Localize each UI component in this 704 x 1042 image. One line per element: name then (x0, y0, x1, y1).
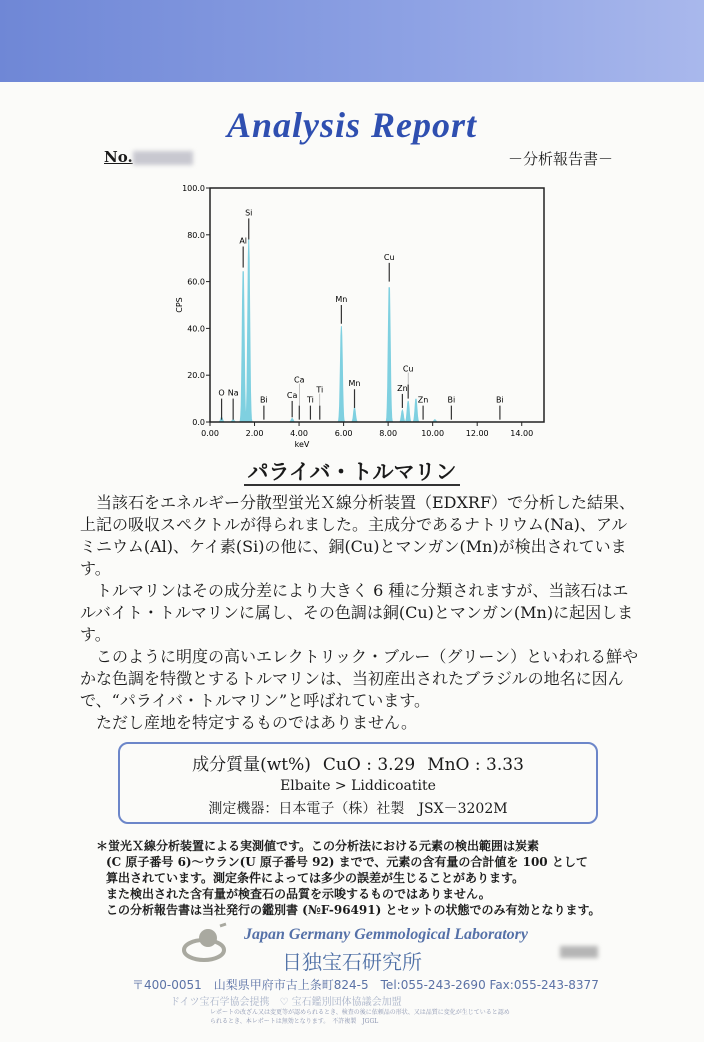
y-tick-label: 0.0 (192, 418, 205, 427)
address: 〒400-0051 山梨県甲府市古上条町824-5 Tel:055-243-2690 Fax:055-243-8377 (132, 978, 599, 992)
x-tick-label: 4.00 (290, 429, 308, 438)
note-line: この分析報告書は当社発行の鑑別書 (№F-96491) とセットの状態でのみ有効となります。 (106, 903, 601, 917)
peak-label: Ti (316, 385, 324, 395)
result-box (118, 742, 598, 824)
y-axis-label: CPS (175, 297, 184, 313)
peak-label: Bi (260, 395, 268, 405)
peak-label: Mn (335, 295, 348, 304)
report-subtitle: －分析報告書－ (508, 150, 614, 168)
lab-logo-icon (182, 922, 232, 966)
instrument: 測定機器：日本電子（株）社製 JSX－3202M (208, 801, 508, 817)
paragraph: トルマリンはその成分差により大きく 6 種に分類されますが、当該石はエルバイト・トルマリンに属し、その色調は銅(Cu)とマンガン(Mn)に起因します。 (80, 581, 634, 644)
peak-label: Zn (417, 395, 429, 405)
x-tick-label: 6.00 (334, 429, 353, 438)
peak-label: Bi (496, 395, 504, 405)
y-tick-label: 100.0 (182, 184, 205, 193)
lab-name-en: Japan Germany Gemmological Laboratory (244, 926, 528, 943)
x-tick-label: 2.00 (245, 429, 264, 438)
note-line: 算出されています。測定条件によっては多少の誤差が生じることがあります。 (106, 871, 525, 885)
paragraph: 当該石をエネルギー分散型蛍光Ｘ線分析装置（EDXRF）で分析した結果、上記の吸収スペクトルが得られました。主成分であるナトリウム(Na)、アルミニウム(Al)、ケイ素(Si)の他に、銅(Cu)とマンガン(Mn)が検出されています。 (80, 493, 636, 578)
footer (0, 922, 704, 1042)
peak-label: Al (239, 236, 248, 246)
y-tick-label: 40.0 (187, 324, 205, 334)
plot-frame (210, 188, 544, 422)
peak-label: Ca (294, 375, 305, 385)
x-tick-label: 12.00 (465, 429, 489, 438)
peak-label: Mn (348, 379, 361, 389)
redacted-number (133, 151, 193, 165)
note-line: (C 原子番号 6)～ウラン(U 原子番号 92) までで、元素の含有量の合計値を 100 として (106, 855, 588, 869)
peak-label: Cu (402, 364, 414, 374)
redacted-stamp (560, 946, 598, 958)
notes (96, 838, 704, 918)
peak-label: Bi (447, 395, 456, 405)
paragraph: ただし産地を特定するものではありません。 (96, 713, 417, 732)
report-title: Analysis Report (226, 105, 478, 145)
peak-label: Ti (306, 395, 314, 405)
fine-print: レポートの改ざん又は変更等が認められるとき、検査の後に依頼品の形状、又は品質に変化が生じていると認められるとき、本レポートは無効となります。 不許複製 JGGL (210, 1009, 510, 1025)
cuo-value: CuO : 3.29 (322, 755, 416, 775)
species: Elbaite > Liddicoatite (280, 778, 436, 794)
lab-name-jp: 日独宝石研究所 (282, 950, 422, 974)
paragraph: このように明度の高いエレクトリック・ブルー（グリーン）といわれる鮮やかな色調を特徴とするトルマリンは、当初産出されたブラジルの地名に因んで、“パライバ・トルマリン”と呼ばれています。 (80, 647, 639, 710)
x-axis-label: keV (294, 440, 310, 449)
note-line: また検出された含有量が検査石の品質を示唆するものではありません。 (106, 887, 491, 901)
composition-label: 成分質量(wt%) (192, 755, 311, 775)
number-label: No. (104, 148, 133, 166)
report-number (104, 148, 193, 166)
peak-label: O (218, 388, 225, 398)
peak-label: Na (227, 388, 239, 398)
peak-label: Zn (397, 383, 408, 393)
peak-label: Si (245, 208, 253, 218)
description (80, 492, 640, 734)
stone-name (0, 456, 704, 486)
header-band (0, 0, 704, 82)
stone-name-text: パライバ・トルマリン (244, 459, 461, 486)
y-tick-label: 20.0 (187, 371, 205, 381)
y-tick-label: 80.0 (187, 230, 205, 240)
x-tick-label: 14.00 (510, 429, 534, 438)
lower-section (0, 492, 704, 1042)
x-tick-label: 10.00 (421, 429, 445, 438)
peak-label: Ca (286, 390, 298, 400)
peak-label: Cu (383, 252, 395, 262)
x-tick-label: 8.00 (379, 429, 398, 438)
x-tick-label: 0.00 (201, 429, 219, 438)
y-tick-label: 60.0 (187, 277, 205, 287)
note-line: ＊蛍光Ｘ線分析装置による実測値です。この分析法における元素の検出範囲は炭素 (96, 839, 540, 853)
mno-value: MnO : 3.33 (427, 755, 524, 775)
associations: ドイツ宝石学協会提携 ♡ 宝石鑑別団体協議会加盟 (170, 997, 402, 1008)
xrf-spectrum-chart (150, 180, 550, 455)
